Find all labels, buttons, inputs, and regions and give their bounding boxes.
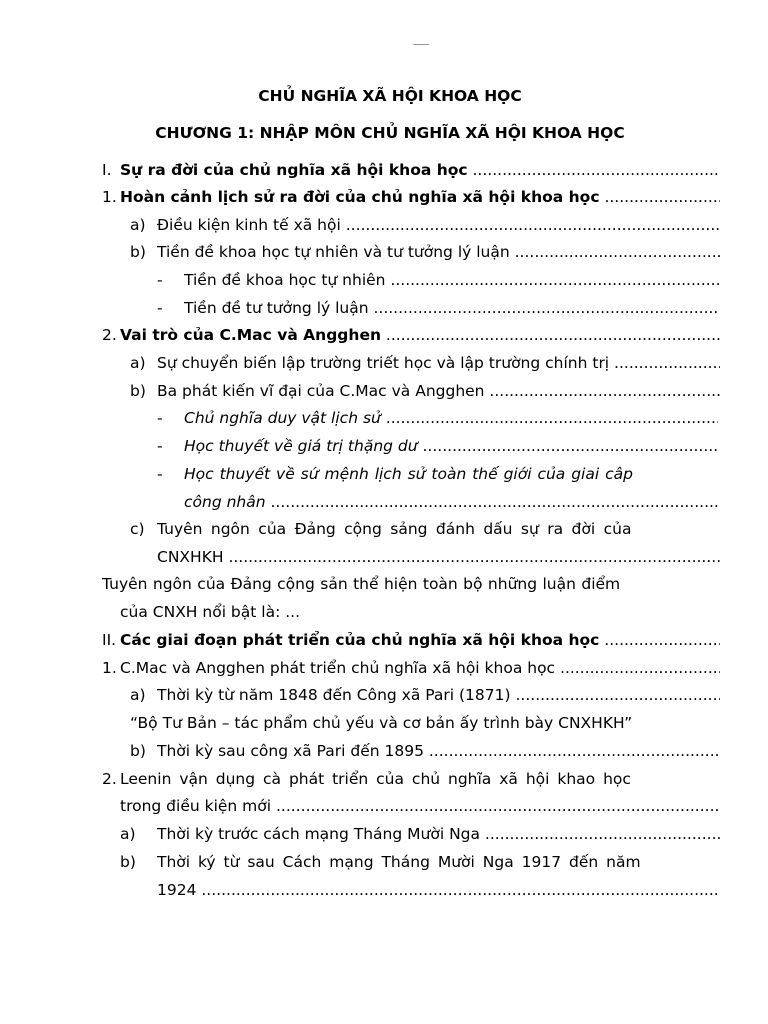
toc-text: Leenin vận dụng cà phát triển của chủ nghĩa xã hội khao học [120, 770, 631, 788]
toc-entry [0, 461, 768, 488]
toc-number: - [157, 437, 163, 455]
toc-entry [0, 433, 768, 460]
toc-entry [0, 821, 768, 848]
header-mark [413, 44, 429, 45]
toc-entry [0, 405, 768, 432]
toc-number: b) [130, 382, 146, 400]
toc-number: a) [130, 686, 146, 704]
toc-number: 1. [102, 659, 117, 677]
toc-text: Tuyên ngôn của Đảng cộng sảng đánh dấu sự ra đời của [157, 520, 632, 538]
toc-text: Học thuyết về sứ mệnh lịch sử toàn thế giới của giai câp [184, 465, 633, 483]
toc-entry [0, 627, 768, 654]
toc-number: - [157, 299, 163, 317]
toc-number: I. [102, 161, 112, 179]
toc-entry [0, 212, 768, 239]
toc-number: c) [130, 520, 145, 538]
toc-number: - [157, 271, 163, 289]
toc-entry-continued [0, 489, 768, 516]
toc-text: 1924 ..... [157, 877, 720, 904]
toc-text: Vai trò của C.Mac và Angghen ..... [120, 322, 720, 349]
toc-number: a) [130, 354, 146, 372]
toc-text: Thời kỳ từ năm 1848 đến Công xã Pari (1871) ..... [157, 682, 720, 709]
toc-text: Chủ nghĩa duy vật lịch sử ..... [184, 405, 718, 432]
chapter-title: CHƯƠNG 1: NHẬP MÔN CHỦ NGHĨA XÃ HỘI KHOA HỌC [155, 124, 625, 142]
toc-number: b) [130, 243, 146, 261]
toc-text: Tiền đề khoa học tự nhiên và tư tưởng lý luận ..... [157, 239, 720, 266]
toc-entry [0, 655, 768, 682]
toc-text: Tiền đề khoa học tự nhiên ..... [184, 267, 720, 294]
toc-text: C.Mac và Angghen phát triển chủ nghĩa xã hội khoa học ..... [120, 655, 720, 682]
toc-entry [0, 295, 768, 322]
toc-text: Hoàn cảnh lịch sử ra đời của chủ nghĩa xã hội khoa học ..... [120, 184, 720, 211]
toc-entry [0, 766, 768, 793]
toc-text: Thời kỳ sau công xã Pari đến 1895 ..... [157, 738, 720, 765]
toc-text: Thời kỳ trước cách mạng Tháng Mười Nga ..... [157, 821, 720, 848]
paragraph-text: của CNXH nổi bật là: ... [120, 603, 301, 621]
toc-text: Sự ra đời của chủ nghĩa xã hội khoa học ..... [120, 157, 720, 184]
toc-number: b) [120, 853, 136, 871]
toc-entry [0, 682, 768, 709]
toc-number: 2. [102, 326, 117, 344]
toc-entry-continued [0, 793, 768, 820]
quote-text: “Bộ Tư Bản – tác phẩm chủ yếu và cơ bản ấy trình bày CNXHKH” [130, 714, 633, 732]
toc-text: công nhân ..... [184, 489, 718, 516]
toc-number: a) [130, 216, 146, 234]
toc-text: Điều kiện kinh tế xã hội ..... [157, 212, 720, 239]
toc-entry [0, 184, 768, 211]
document-title: CHỦ NGHĨA XÃ HỘI KHOA HỌC [258, 87, 522, 105]
toc-number: 2. [102, 770, 117, 788]
toc-text: CNXHKH ..... [157, 544, 720, 571]
toc-entry-continued [0, 544, 768, 571]
toc-text: Sự chuyển biến lập trường triết học và lập trường chính trị ..... [157, 350, 720, 377]
toc-number: b) [130, 742, 146, 760]
paragraph-line [0, 571, 768, 598]
toc-entry [0, 157, 768, 184]
toc-entry [0, 267, 768, 294]
toc-text: Các giai đoạn phát triển của chủ nghĩa xã hội khoa học ..... [120, 627, 720, 654]
paragraph-text: Tuyên ngôn của Đảng cộng sản thể hiện toàn bộ những luận điểm [102, 575, 621, 593]
toc-entry [0, 378, 768, 405]
toc-number: - [157, 409, 163, 427]
toc-number: - [157, 465, 163, 483]
toc-entry [0, 849, 768, 876]
quote-line [0, 710, 768, 737]
toc-text: Học thuyết về giá trị thặng dư ..... [184, 433, 718, 460]
toc-entry [0, 322, 768, 349]
toc-text: Thời ký từ sau Cách mạng Tháng Mười Nga 1917 đến năm [157, 853, 641, 871]
toc-number: 1. [102, 188, 117, 206]
toc-entry [0, 239, 768, 266]
toc-entry [0, 738, 768, 765]
toc-entry-continued [0, 877, 768, 904]
toc-entry [0, 350, 768, 377]
toc-text: trong điều kiện mới ..... [120, 793, 720, 820]
toc-text: Tiền đề tư tưởng lý luận ..... [184, 295, 720, 322]
toc-number: II. [102, 631, 117, 649]
toc-number: a) [120, 825, 136, 843]
toc-entry [0, 516, 768, 543]
toc-text: Ba phát kiến vĩ đại của C.Mac và Angghen ..... [157, 378, 720, 405]
paragraph-line [0, 599, 768, 626]
